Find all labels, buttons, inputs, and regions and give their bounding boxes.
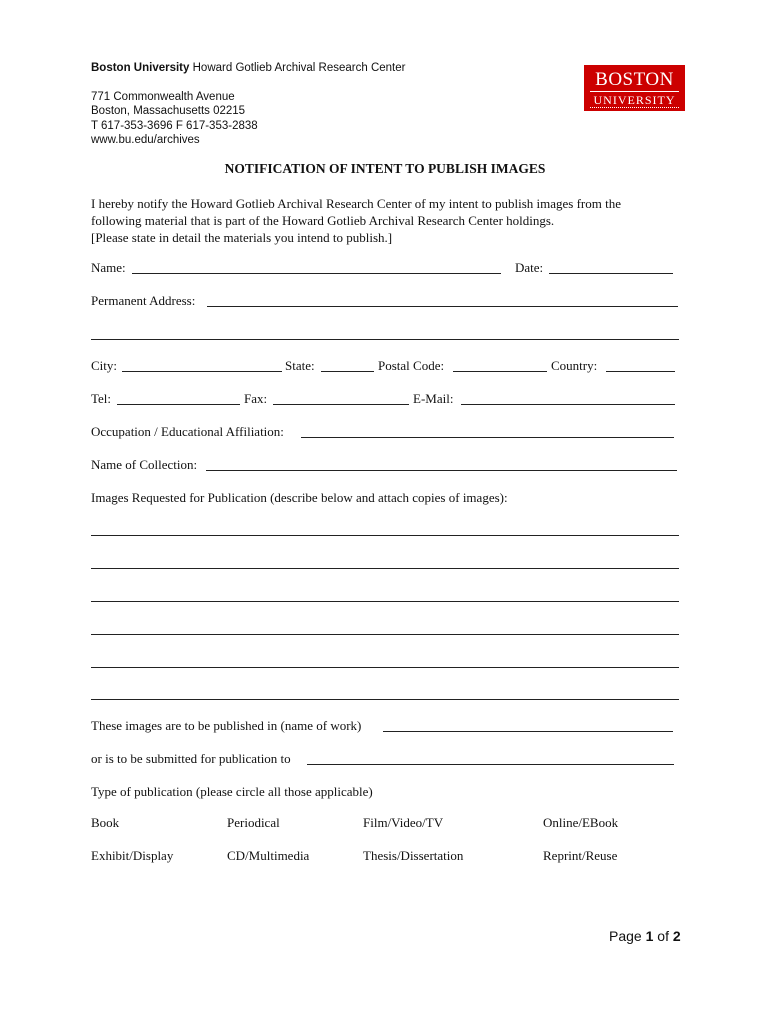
images-requested-row [91,488,681,508]
name-date-row [91,258,681,278]
fax-label: Fax: [244,391,268,406]
postal-code-field[interactable] [453,371,547,372]
state-field[interactable] [321,371,374,372]
images-description-line[interactable] [91,568,679,569]
submitted-to-label: or is to be submitted for publication to [91,751,291,766]
letterhead [91,61,571,148]
page-word: Page [609,928,642,944]
org-line [91,61,571,76]
address-line-2: Boston, Massachusetts 02215 [91,105,246,117]
intro-line-1: I hereby notify the Howard Gotlieb Archival Research Center of my intent to publish images from the [91,196,621,211]
intro-line-2: following material that is part of the Howard Gotlieb Archival Research Center holdings. [91,213,555,228]
website-line: www.bu.edu/archives [91,134,200,146]
phone-fax-line: T 617-353-3696 F 617-353-2838 [91,119,258,132]
publication-type-option[interactable]: Exhibit/Display [91,848,174,863]
tel-label: Tel: [91,391,112,406]
logo-text-university: UNIVERSITY [593,93,676,107]
intro-paragraph [91,195,691,246]
org-name-rest: Howard Gotlieb Archival Research Center [192,62,406,74]
fax-field[interactable] [273,404,409,405]
boston-university-logo [584,65,685,111]
name-label: Name: [91,260,126,275]
published-in-label: These images are to be published in (name of work) [91,718,362,733]
images-description-line[interactable] [91,699,679,700]
city-label: City: [91,358,118,373]
images-description-line[interactable] [91,634,679,635]
publication-type-label: Type of publication (please circle all those applicable) [91,784,373,799]
collection-field[interactable] [206,470,677,471]
contact-row [91,389,681,409]
published-in-field[interactable] [383,731,673,732]
publication-type-option[interactable]: Book [91,815,120,830]
publication-type-option[interactable]: Film/Video/TV [363,815,444,830]
page-current: 1 [645,928,654,944]
logo-text-boston: BOSTON [595,69,674,90]
address-row [91,291,681,311]
publication-type-row [91,782,681,802]
page-of: of [657,928,669,944]
images-description-line[interactable] [91,535,679,536]
page-number [609,928,681,944]
occupation-row [91,422,681,442]
collection-row [91,455,681,475]
collection-label: Name of Collection: [91,457,198,472]
published-in-row [91,716,681,736]
postal-code-label: Postal Code: [378,358,445,373]
submitted-to-row [91,749,681,769]
images-requested-label: Images Requested for Publication (describe below and attach copies of images): [91,490,508,505]
country-label: Country: [551,358,598,373]
permanent-address-line-2[interactable] [91,339,679,340]
permanent-address-field[interactable] [207,306,678,307]
address-line-1: 771 Commonwealth Avenue [91,90,235,103]
permanent-address-label: Permanent Address: [91,293,196,308]
images-description-line[interactable] [91,667,679,668]
name-field[interactable] [132,273,501,274]
publication-type-option[interactable]: Periodical [227,815,280,830]
occupation-label: Occupation / Educational Affiliation: [91,424,284,439]
publication-type-option[interactable]: Reprint/Reuse [543,848,618,863]
email-field[interactable] [461,404,675,405]
occupation-field[interactable] [301,437,674,438]
tel-field[interactable] [117,404,240,405]
email-label: E-Mail: [413,391,454,406]
country-field[interactable] [606,371,675,372]
publication-type-option[interactable]: CD/Multimedia [227,848,310,863]
city-field[interactable] [122,371,282,372]
date-label: Date: [515,260,544,275]
publication-type-option[interactable]: Online/EBook [543,815,619,830]
intro-line-3: [Please state in detail the materials you intend to publish.] [91,230,393,245]
images-description-line[interactable] [91,601,679,602]
city-state-row [91,356,681,376]
state-label: State: [285,358,315,373]
submitted-to-field[interactable] [307,764,674,765]
page-total: 2 [672,928,681,944]
form-title: NOTIFICATION OF INTENT TO PUBLISH IMAGES [224,161,546,176]
publication-type-option[interactable]: Thesis/Dissertation [363,848,464,863]
org-name-strong: Boston University [91,62,190,74]
date-field[interactable] [549,273,673,274]
